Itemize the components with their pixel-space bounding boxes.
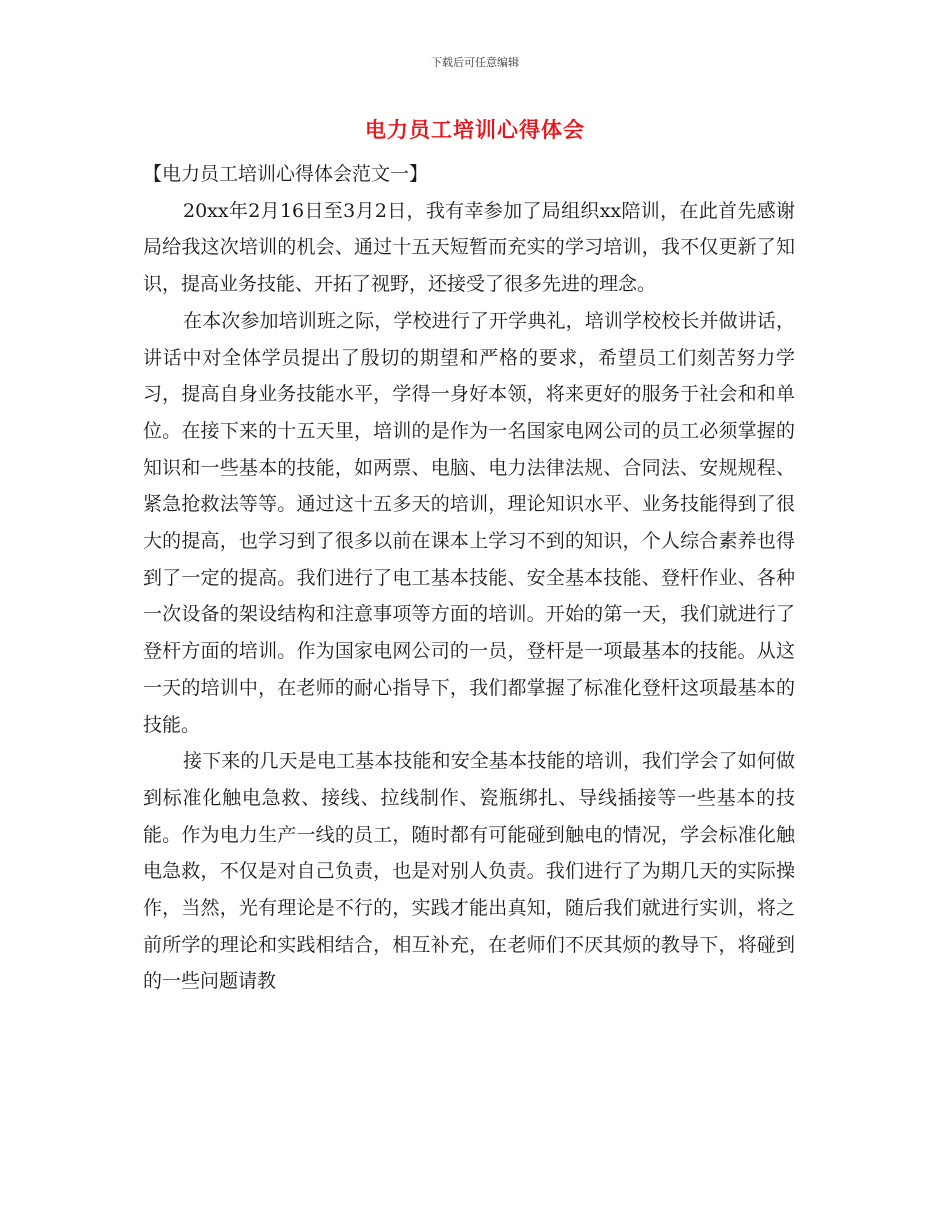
section-heading: 【电力员工培训心得体会范文一】	[143, 163, 429, 185]
document-body	[143, 156, 795, 1000]
header-note: 下载后可任意编辑	[431, 56, 519, 69]
paragraph-1: 20xx年2月16日至3月2日，我有幸参加了局组织xx陪训，在此首先感谢局给我这次培训的机会、通过十五天短暂而充实的学习培训，我不仅更新了知识，提高业务技能、开拓了视野，还接受了很多先进的理念。	[143, 199, 795, 296]
paragraph-2: 在本次参加培训班之际，学校进行了开学典礼，培训学校校长并做讲话，讲话中对全体学员提出了殷切的期望和严格的要求，希望员工们刻苦努力学习，提高自身业务技能水平，学得一身好本领，将来更好的服务于社会和和单位。在接下来的十五天里，培训的是作为一名国家电网公司的员工必须掌握的知识和一些基本的技能，如两票、电脑、电力法律法规、合同法、安规规程、紧急抢救法等等。通过这十五多天的培训，理论知识水平、业务技能得到了很大的提高，也学习到了很多以前在课本上学习不到的知识，个人综合素养也得到了一定的提高。我们进行了电工基本技能、安全基本技能、登杆作业、各种一次设备的架设结构和注意事项等方面的培训。开始的第一天，我们就进行了登杆方面的培训。作为国家电网公司的一员，登杆是一项最基本的技能。从这一天的培训中，在老师的耐心指导下，我们都掌握了标准化登杆这项最基本的技能。	[143, 309, 795, 736]
document-title: 电力员工培训心得体会	[365, 117, 585, 142]
paragraph-3: 接下来的几天是电工基本技能和安全基本技能的培训，我们学会了如何做到标准化触电急救、接线、拉线制作、瓷瓶绑扎、导线插接等一些基本的技能。作为电力生产一线的员工，随时都有可能碰到触电的情况，学会标准化触电急救，不仅是对自己负责，也是对别人负责。我们进行了为期几天的实际操作，当然，光有理论是不行的，实践才能出真知，随后我们就进行实训，将之前所学的理论和实践相结合，相互补充，在老师们不厌其烦的教导下，将碰到的一些问题请教	[143, 750, 795, 993]
